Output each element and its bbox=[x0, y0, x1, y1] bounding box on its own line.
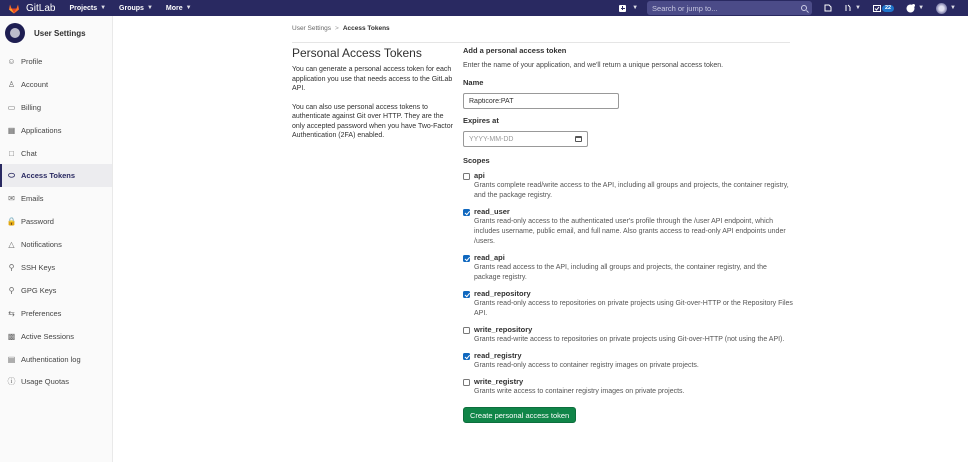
chevron-down-icon: ▼ bbox=[146, 5, 153, 11]
scope-description: Grants complete read/write access to the API, including all groups and projects, the container registry, and the package registry. bbox=[474, 182, 789, 199]
chevron-down-icon: ▼ bbox=[918, 5, 925, 11]
sidebar-item-applications[interactable] bbox=[0, 119, 112, 142]
search-input[interactable] bbox=[652, 4, 792, 13]
sidebar-item-notifications[interactable] bbox=[0, 233, 112, 256]
todo-icon bbox=[873, 5, 881, 12]
sidebar-item-authentication-log[interactable] bbox=[0, 348, 112, 371]
preferences-icon: ⇆ bbox=[8, 308, 15, 318]
scope-read-repository bbox=[463, 289, 793, 319]
sidebar-item-label: GPG Keys bbox=[21, 285, 57, 295]
chat-icon: □ bbox=[9, 148, 14, 158]
key-icon: ⚲ bbox=[8, 285, 15, 295]
issues-button[interactable] bbox=[824, 4, 832, 12]
sidebar-item-label: Active Sessions bbox=[21, 331, 74, 341]
token-form bbox=[463, 46, 793, 423]
sidebar-nav bbox=[0, 50, 112, 393]
nav-projects[interactable] bbox=[69, 5, 106, 12]
issues-icon bbox=[824, 4, 832, 12]
new-dropdown-button[interactable] bbox=[619, 5, 638, 12]
sidebar-item-usage-quotas[interactable] bbox=[0, 370, 112, 393]
sidebar-item-label: Emails bbox=[21, 194, 44, 204]
sidebar-item-password[interactable] bbox=[0, 210, 112, 233]
form-description: Enter the name of your application, and we'll return a unique personal access token. bbox=[463, 62, 724, 69]
token-icon: ⬭ bbox=[8, 170, 15, 180]
scope-description: Grants read access to the API, including all groups and projects, the container registry, and the package registry. bbox=[474, 264, 767, 281]
search-box[interactable] bbox=[647, 1, 812, 15]
header-divider bbox=[292, 42, 790, 43]
scope-text bbox=[474, 325, 784, 345]
nav-groups-label: Groups bbox=[119, 4, 144, 12]
sidebar-item-label: Authentication log bbox=[21, 354, 81, 364]
breadcrumb-access-tokens[interactable]: Access Tokens bbox=[342, 25, 390, 32]
expires-label: Expires at bbox=[463, 116, 499, 125]
create-token-button[interactable]: Create personal access token bbox=[463, 407, 576, 423]
scope-name[interactable]: api bbox=[474, 171, 485, 180]
scope-checkbox-read-api[interactable] bbox=[463, 255, 470, 262]
email-icon: ✉ bbox=[8, 194, 15, 204]
brand-name: GitLab bbox=[26, 2, 56, 14]
nav-groups[interactable] bbox=[119, 5, 153, 12]
sidebar-item-access-tokens[interactable] bbox=[0, 164, 112, 187]
user-avatar bbox=[5, 23, 25, 43]
token-name-input[interactable] bbox=[463, 93, 619, 109]
plus-square-icon bbox=[619, 5, 626, 12]
sidebar-item-label: Notifications bbox=[21, 240, 62, 250]
sidebar-item-ssh-keys[interactable] bbox=[0, 256, 112, 279]
help-icon bbox=[906, 4, 915, 13]
scopes-label: Scopes bbox=[463, 156, 490, 165]
scope-name[interactable]: read_user bbox=[474, 207, 510, 216]
scope-name[interactable]: read_api bbox=[474, 253, 505, 262]
search-icon bbox=[801, 5, 807, 11]
merge-requests-button[interactable] bbox=[844, 4, 861, 12]
account-icon: ♙ bbox=[7, 79, 16, 89]
scope-checkbox-read-repository[interactable] bbox=[463, 291, 470, 298]
scope-checkbox-read-user[interactable] bbox=[463, 209, 470, 216]
chevron-down-icon: ▼ bbox=[185, 5, 192, 11]
monitor-icon: ▩ bbox=[7, 331, 16, 341]
scope-read-user bbox=[463, 207, 793, 247]
todos-button[interactable] bbox=[873, 5, 894, 12]
sidebar-item-chat[interactable] bbox=[0, 142, 112, 165]
calendar-icon[interactable] bbox=[575, 136, 582, 142]
scope-text bbox=[474, 351, 699, 371]
sidebar-title: User Settings bbox=[34, 28, 86, 38]
sidebar-header[interactable] bbox=[0, 16, 112, 50]
scope-description: Grants read-only access to container registry images on private projects. bbox=[474, 362, 699, 369]
lock-icon: 🔒 bbox=[6, 217, 17, 227]
scope-text bbox=[474, 253, 793, 283]
merge-request-icon bbox=[844, 4, 852, 12]
scope-write-registry bbox=[463, 377, 793, 397]
scope-description: Grants read-write access to repositories on private projects using Git-over-HTTP (not using the API). bbox=[474, 336, 785, 343]
sidebar-item-emails[interactable] bbox=[0, 187, 112, 210]
user-avatar bbox=[936, 3, 947, 14]
intro-paragraph-2: You can also use personal access tokens to authenticate against Git over HTTP. They are the only accepted password when you have Two-Factor Authentication (2FA) enabled. bbox=[292, 103, 453, 139]
sidebar-item-billing[interactable] bbox=[0, 96, 112, 119]
scope-description: Grants write access to container registry images on private projects. bbox=[474, 388, 685, 395]
bell-icon: △ bbox=[8, 240, 15, 250]
scope-checkbox-api[interactable] bbox=[463, 173, 470, 180]
scope-checkbox-write-registry[interactable] bbox=[463, 379, 470, 386]
applications-icon: ▦ bbox=[7, 125, 16, 135]
sidebar-item-profile[interactable] bbox=[0, 50, 112, 73]
navbar-tools bbox=[619, 0, 968, 16]
sidebar-item-preferences[interactable] bbox=[0, 302, 112, 325]
sidebar-item-label: Password bbox=[21, 217, 54, 227]
billing-icon: ▭ bbox=[7, 102, 16, 112]
gitlab-logo-icon bbox=[7, 3, 21, 14]
intro-paragraph-1: You can generate a personal access token for each application you use that needs access to the GitLab API. bbox=[292, 66, 453, 92]
nav-more[interactable] bbox=[166, 5, 192, 12]
sidebar-item-label: Applications bbox=[21, 125, 62, 135]
chevron-down-icon: ▼ bbox=[632, 5, 639, 11]
scope-read-registry bbox=[463, 351, 793, 371]
help-button[interactable] bbox=[906, 4, 924, 13]
user-menu-button[interactable] bbox=[936, 3, 956, 14]
nav-more-label: More bbox=[165, 4, 183, 12]
todo-count-badge: 22 bbox=[882, 5, 894, 12]
scope-checkbox-write-repository[interactable] bbox=[463, 327, 470, 334]
scope-text bbox=[474, 171, 793, 201]
main-nav bbox=[69, 5, 204, 12]
settings-sidebar bbox=[0, 16, 113, 462]
gitlab-home-link[interactable] bbox=[7, 3, 55, 14]
intro-section bbox=[292, 46, 454, 150]
sidebar-item-label: Usage Quotas bbox=[21, 377, 69, 387]
page-title: Personal Access Tokens bbox=[292, 46, 422, 60]
quota-icon: ⓘ bbox=[7, 377, 16, 387]
sidebar-item-label: Account bbox=[21, 79, 49, 89]
name-label: Name bbox=[463, 78, 484, 87]
scopes-list bbox=[463, 171, 793, 397]
scope-text bbox=[474, 377, 684, 397]
sidebar-item-label: SSH Keys bbox=[21, 262, 56, 272]
key-icon: ⚲ bbox=[8, 262, 15, 272]
scope-write-repository bbox=[463, 325, 793, 345]
sidebar-item-label: Access Tokens bbox=[21, 171, 76, 181]
form-title: Add a personal access token bbox=[463, 46, 567, 55]
scope-checkbox-read-registry[interactable] bbox=[463, 353, 470, 360]
scope-api bbox=[463, 171, 793, 201]
breadcrumb-user-settings[interactable]: User Settings bbox=[292, 25, 332, 32]
scope-name[interactable]: read_registry bbox=[474, 351, 522, 360]
sidebar-item-gpg-keys[interactable] bbox=[0, 279, 112, 302]
top-navbar bbox=[0, 0, 968, 16]
breadcrumb-separator: > bbox=[335, 25, 339, 32]
expires-date-field[interactable] bbox=[463, 131, 588, 147]
log-icon: ▤ bbox=[7, 354, 16, 364]
scope-name[interactable]: write_registry bbox=[474, 377, 524, 386]
expires-at-input[interactable] bbox=[469, 136, 569, 143]
breadcrumb bbox=[292, 25, 390, 32]
chevron-down-icon: ▼ bbox=[855, 5, 861, 11]
sidebar-item-label: Billing bbox=[21, 102, 42, 112]
scope-text bbox=[474, 289, 793, 319]
sidebar-item-label: Preferences bbox=[21, 308, 62, 318]
sidebar-item-label: Profile bbox=[21, 56, 43, 66]
scope-description: Grants read-only access to the authenticated user's profile through the /user API endpoint, which includes username, public email, and full name. Also grants access to read-only API endpoints under /users. bbox=[474, 218, 786, 245]
chevron-down-icon: ▼ bbox=[100, 5, 107, 11]
sidebar-item-label: Chat bbox=[21, 148, 37, 158]
sidebar-item-active-sessions[interactable] bbox=[0, 325, 112, 348]
nav-projects-label: Projects bbox=[69, 4, 98, 12]
chevron-down-icon: ▼ bbox=[950, 5, 956, 11]
scope-read-api bbox=[463, 253, 793, 283]
sidebar-item-account[interactable] bbox=[0, 73, 112, 96]
scope-description: Grants read-only access to repositories on private projects using Git-over-HTTP or the Repository Files API. bbox=[474, 300, 793, 317]
profile-icon: ☺ bbox=[7, 56, 16, 66]
scope-name[interactable]: read_repository bbox=[474, 289, 531, 298]
scope-name[interactable]: write_repository bbox=[474, 325, 533, 334]
scope-text bbox=[474, 207, 793, 247]
